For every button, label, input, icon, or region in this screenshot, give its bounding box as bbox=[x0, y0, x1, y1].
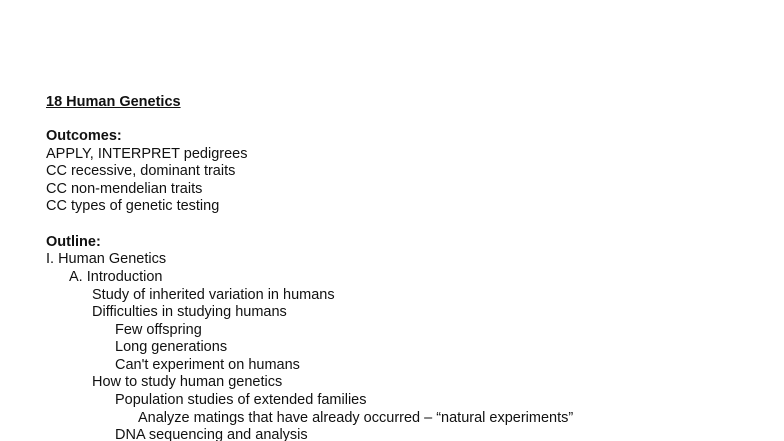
outcome-item: CC recessive, dominant traits bbox=[46, 163, 236, 179]
outline-section-1: I. Human Genetics bbox=[46, 251, 167, 267]
outline-heading: Outline: bbox=[46, 234, 101, 250]
outline-item-analyze-matings: Analyze matings that have already occurred – “natural experiments” bbox=[138, 410, 574, 426]
outline-difficulty-item: Long generations bbox=[115, 339, 228, 355]
outcome-item: APPLY, INTERPRET pedigrees bbox=[46, 146, 248, 162]
outline-subsection-a: A. Introduction bbox=[69, 269, 163, 285]
document-title: 18 Human Genetics bbox=[46, 94, 181, 110]
outline-difficulty-item: Few offspring bbox=[115, 322, 202, 338]
outline-item-difficulties: Difficulties in studying humans bbox=[92, 304, 287, 320]
outcome-item: CC non-mendelian traits bbox=[46, 181, 203, 197]
outcome-item: CC types of genetic testing bbox=[46, 198, 220, 214]
outline-item-how-to-study: How to study human genetics bbox=[92, 374, 283, 390]
outline-item-population-studies: Population studies of extended families bbox=[115, 392, 367, 408]
outline-item-dna-sequencing: DNA sequencing and analysis bbox=[115, 427, 308, 441]
outline-difficulty-item: Can't experiment on humans bbox=[115, 357, 300, 373]
outline-item-study: Study of inherited variation in humans bbox=[92, 287, 335, 303]
outcomes-heading: Outcomes: bbox=[46, 128, 122, 144]
